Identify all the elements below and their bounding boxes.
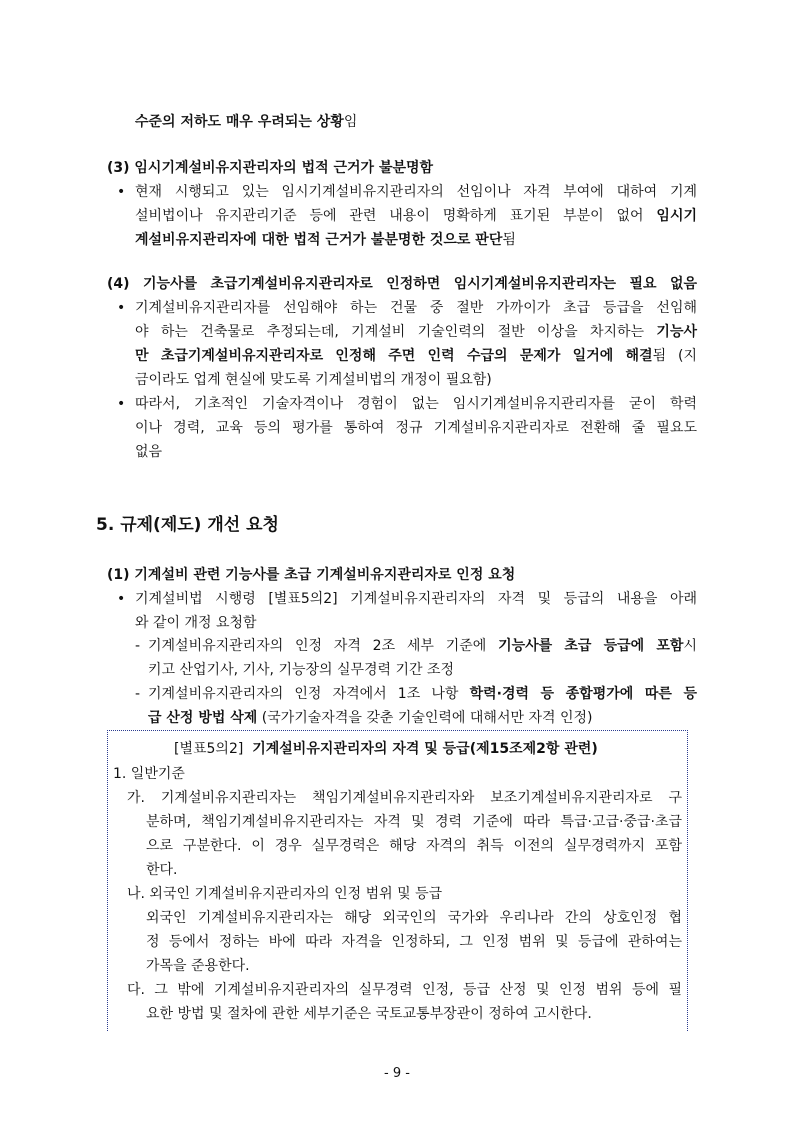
text-line: 분하며, 책임기계설비유지관리자는 자격 및 경력 기준에 따라 특급·고급·중급·초급 (146, 814, 682, 830)
text: [별표5의2] (174, 741, 244, 757)
text-line: 다. 그 밖에 기계설비유지관리자의 실무경력 인정, 등급 산정 및 인정 범위 등에 필 (127, 982, 682, 998)
text: 기계설비유지관리자의 인정 자격에서 1조 나항 (148, 686, 470, 702)
text: 됨 (지 (652, 348, 697, 364)
bold-text: 기능사를 초급 등급에 포함 (498, 638, 684, 654)
text-line: 정 등에서 정하는 바에 따라 자격을 인정하되, 그 인정 범위 및 등급에 관하여는 (146, 934, 682, 950)
text-line: 이나 경력, 교육 등의 평가를 통하여 정규 기계설비유지관리자로 전환해 줄 필요도 (135, 420, 697, 436)
text-line: 으로 구분한다. 이 경우 실무경력은 해당 자격의 취득 이전의 실무경력까지 포함 (146, 838, 682, 854)
bold-text: 급 산정 방법 삭제 (148, 710, 258, 726)
bullet-icon: • (117, 300, 126, 316)
box-title (174, 737, 598, 761)
text: 야 하는 건축물로 추정되는데, 기계설비 기술인력의 절반 이상을 차지하는 (135, 324, 657, 340)
bold-text: 학력·경력 등 종합평가에 따른 등 (469, 686, 697, 702)
text-line: 나. 외국인 기계설비유지관리자의 인정 범위 및 등급 (127, 886, 443, 902)
text-line: 기계설비법 시행령 [별표5의2] 기계설비유지관리자의 자격 및 등급의 내용을 아래 (135, 591, 697, 607)
text-line: 없음 (135, 444, 163, 460)
text-line: 가목을 준용한다. (146, 958, 250, 974)
text: 됨 (502, 232, 516, 248)
text: 기계설비유지관리자의 인정 자격 2조 세부 기준에 (148, 638, 499, 654)
subsection-heading-5-1: (1) 기계설비 관련 기능사를 초급 기계설비유지관리자로 인정 요청 (107, 567, 516, 583)
section-title: 5. 규제(제도) 개선 요청 (96, 515, 279, 535)
text-line (135, 228, 516, 252)
bold-text: 만 초급기계설비유지관리자로 인정해 주면 인력 수급의 문제가 일거에 해결 (135, 348, 653, 364)
page-number: - 9 - (384, 1066, 410, 1081)
text-line: 금이라도 업계 현실에 맞도록 기계설비법의 개정이 필요함) (135, 372, 492, 388)
text-line: 따라서, 기초적인 기술자격이나 경험이 없는 임시기계설비유지관리자를 굳이 학력 (135, 396, 697, 412)
text-line: 기계설비유지관리자를 선임해야 하는 건물 중 절반 가까이가 초급 등급을 선임해 (135, 300, 697, 316)
paragraph-continuation (135, 110, 357, 134)
text: 임 (343, 114, 358, 130)
text-line: 키고 산업기사, 기사, 기능장의 실무경력 기간 조정 (148, 662, 455, 678)
subsection-heading-3: (3) 임시기계설비유지관리자의 법적 근거가 불분명함 (107, 160, 434, 176)
bullet-icon: • (117, 591, 126, 607)
box-item-1: 1. 일반기준 (113, 766, 185, 782)
text-line (148, 682, 697, 706)
bold-text: 기계설비유지관리자의 자격 및 등급(제15조제2항 관련) (252, 741, 598, 757)
text-line: 와 같이 개정 요청함 (135, 615, 257, 631)
text-line: 외국인 기계설비유지관리자는 해당 외국인의 국가와 우리나라 간의 상호인정 협 (146, 910, 682, 926)
subsection-heading-4: (4) 기능사를 초급기계설비유지관리자로 인정하면 임시기계설비유지관리자는 필요 없음 (107, 276, 697, 292)
text-line: 요한 방법 및 절차에 관한 세부기준은 국토교통부장관이 정하여 고시한다. (146, 1006, 592, 1022)
bold-text: 기능사 (656, 324, 697, 340)
dash-icon: - (135, 686, 141, 702)
bold-text: 수준의 저하도 매우 우려되는 상황 (135, 114, 344, 130)
text-line (135, 344, 697, 368)
text-line (148, 634, 697, 658)
text-line (135, 320, 697, 344)
bold-text: 계설비유지관리자에 대한 법적 근거가 불분명한 것으로 판단 (135, 232, 503, 248)
text-line: 한다. (146, 862, 178, 878)
text: 설비법이나 유지관리기준 등에 관련 내용이 명확하게 표기된 부분이 없어 (135, 208, 657, 224)
text-line (135, 204, 697, 228)
dash-icon: - (135, 638, 141, 654)
text-line: 현재 시행되고 있는 임시기계설비유지관리자의 선임이나 자격 부여에 대하여 기계 (135, 184, 697, 200)
bullet-icon: • (117, 396, 126, 412)
text: 시 (683, 638, 697, 654)
text-line (148, 706, 592, 730)
text: (국가기술자격을 갖춘 기술인력에 대해서만 자격 인정) (257, 710, 593, 726)
text-line: 가. 기계설비유지관리자는 책임기계설비유지관리자와 보조기계설비유지관리자로 구 (127, 790, 682, 806)
bullet-icon: • (117, 184, 126, 200)
bold-text: 임시기 (656, 208, 697, 224)
